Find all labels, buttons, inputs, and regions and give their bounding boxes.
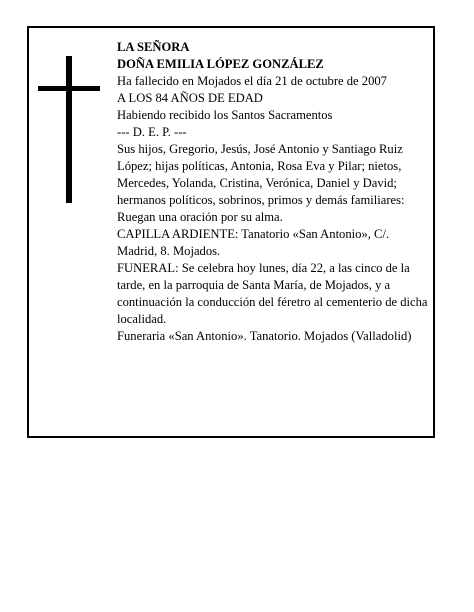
rip-line: --- D. E. P. --- — [117, 125, 187, 139]
family-list: Sus hijos, Gregorio, Jesús, José Antonio y Santiago Ruiz López; hijas políticas, Antonia, Rosa Eva y Pilar; nietos, Mercedes, Yolanda, Cristina, Verónica, Daniel y David; hermanos políticos, sobrinos, primos y demás familiares: — [117, 142, 405, 207]
deceased-name: DOÑA EMILIA LÓPEZ GONZÁLEZ — [117, 57, 324, 71]
cross-icon — [66, 56, 72, 203]
chapel-info: CAPILLA ARDIENTE: Tanatorio «San Antonio», C/. Madrid, 8. Mojados. — [117, 227, 390, 258]
prayer-request: Ruegan una oración por su alma. — [117, 210, 283, 224]
death-statement: Ha fallecido en Mojados el día 21 de octubre de 2007 — [117, 74, 387, 88]
funeral-info: FUNERAL: Se celebra hoy lunes, día 22, a las cinco de la tarde, en la parroquia de Santa María, de Mojados, y a continuación la conducción del féretro al cementerio de dicha localidad. — [117, 261, 428, 326]
funeral-home-info: Funeraria «San Antonio». Tanatorio. Mojados (Valladolid) — [117, 329, 412, 343]
age-statement: A LOS 84 AÑOS DE EDAD — [117, 91, 263, 105]
cross-icon-crossbar — [38, 86, 100, 91]
sacraments-statement: Habiendo recibido los Santos Sacramentos — [117, 108, 333, 122]
obituary-text — [117, 39, 431, 345]
notice-title: LA SEÑORA — [117, 40, 190, 54]
